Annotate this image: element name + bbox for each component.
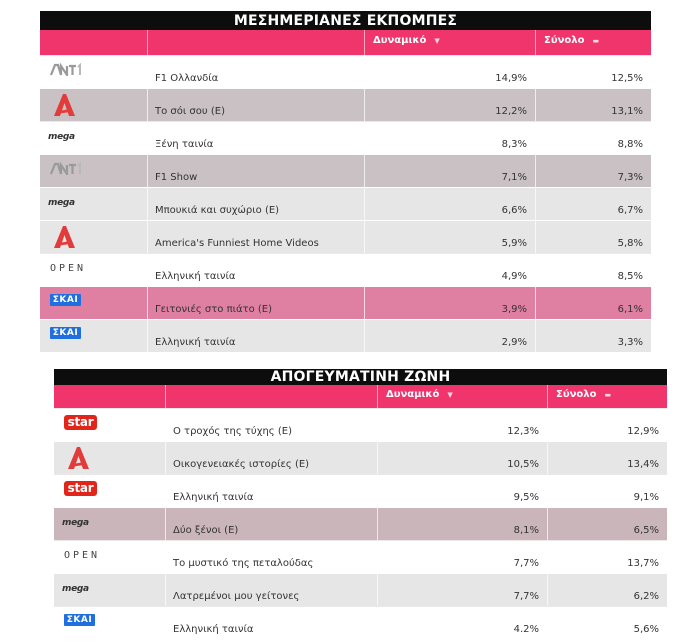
channel-cell bbox=[40, 287, 148, 319]
total-share-cell: 3,3% bbox=[617, 337, 643, 348]
program-cell: Δύο ξένοι (Ε) bbox=[166, 508, 378, 540]
table-row bbox=[54, 573, 667, 606]
total-share-cell: 12,9% bbox=[627, 426, 659, 437]
total-share-cell: 9,1% bbox=[633, 492, 659, 503]
mega-logo-icon: mega bbox=[62, 584, 89, 594]
dynamic-share-cell: 8,3% bbox=[365, 122, 536, 154]
skai-logo-icon: ΣΚΑΙ bbox=[64, 614, 95, 626]
dynamic-share-cell: 12,2% bbox=[365, 89, 536, 121]
dynamic-share-cell: 4,9% bbox=[365, 254, 536, 286]
table-row bbox=[40, 187, 651, 220]
ant1-logo-icon bbox=[49, 162, 83, 175]
header-program-col bbox=[166, 385, 378, 408]
total-share-cell: 6,2% bbox=[633, 591, 659, 602]
dynamic-share-cell: 5,9% bbox=[365, 221, 536, 253]
channel-cell bbox=[40, 188, 148, 220]
dynamic-share-cell: 3,9% bbox=[365, 287, 536, 319]
header-dynamic-col[interactable] bbox=[378, 385, 548, 408]
table-body bbox=[40, 55, 651, 352]
header-logo-col bbox=[54, 385, 166, 408]
program-cell: Ο τροχός της τύχης (Ε) bbox=[166, 409, 378, 441]
table-row bbox=[54, 540, 667, 573]
total-share-cell: 6,5% bbox=[633, 525, 659, 536]
program-cell: Ελληνική ταινία bbox=[148, 254, 365, 286]
channel-cell bbox=[54, 541, 166, 573]
table-title: ΜΕΣΗΜΕΡΙΑΝΕΣ ΕΚΠΟΜΠΕΣ bbox=[40, 11, 651, 30]
channel-cell bbox=[54, 574, 166, 606]
program-cell: Οικογενειακές ιστορίες (Ε) bbox=[166, 442, 378, 474]
table-row bbox=[40, 154, 651, 187]
program-cell: Μπουκιά και συχώριο (Ε) bbox=[148, 188, 365, 220]
header-logo-col bbox=[40, 30, 148, 55]
alpha-logo-icon bbox=[51, 92, 77, 118]
table-row bbox=[54, 408, 667, 441]
mega-logo-icon: mega bbox=[48, 132, 75, 142]
program-cell: America's Funniest Home Videos bbox=[148, 221, 365, 253]
table-row bbox=[40, 220, 651, 253]
table-row bbox=[54, 507, 667, 540]
program-cell: Ελληνική ταινία bbox=[166, 607, 378, 639]
total-share-cell: 13,4% bbox=[627, 459, 659, 470]
sort-down-icon[interactable]: ▼ bbox=[434, 36, 440, 45]
alpha-logo-icon bbox=[51, 224, 77, 250]
header-dynamic-label: Δυναμικό bbox=[373, 35, 427, 46]
table-row bbox=[54, 441, 667, 474]
channel-cell bbox=[54, 442, 166, 474]
dynamic-share-cell: 7,7% bbox=[378, 574, 548, 606]
table-row bbox=[40, 286, 651, 319]
ratings-table-midday bbox=[40, 11, 651, 352]
table-header bbox=[54, 385, 667, 408]
program-cell: Ξένη ταινία bbox=[148, 122, 365, 154]
skai-logo-icon: ΣΚΑΙ bbox=[50, 327, 81, 339]
dynamic-share-cell: 4.2% bbox=[378, 607, 548, 639]
open-logo-icon: OPEN bbox=[50, 263, 87, 274]
table-header bbox=[40, 30, 651, 55]
channel-cell bbox=[40, 122, 148, 154]
alpha-logo-icon bbox=[65, 445, 91, 471]
total-share-cell: 8,5% bbox=[617, 271, 643, 282]
channel-cell bbox=[40, 89, 148, 121]
table-row bbox=[40, 319, 651, 352]
table-row bbox=[54, 606, 667, 639]
table-row bbox=[40, 88, 651, 121]
dynamic-share-cell: 8,1% bbox=[378, 508, 548, 540]
sort-neutral-icon[interactable]: ▬ bbox=[604, 390, 612, 399]
channel-cell bbox=[40, 320, 148, 352]
channel-cell bbox=[40, 56, 148, 88]
total-share-cell: 5,6% bbox=[633, 624, 659, 635]
sort-neutral-icon[interactable]: ▬ bbox=[592, 36, 600, 45]
total-share-cell: 6,7% bbox=[617, 205, 643, 216]
dynamic-share-cell: 9,5% bbox=[378, 475, 548, 507]
mega-logo-icon: mega bbox=[48, 198, 75, 208]
star-logo-icon: star bbox=[64, 415, 97, 430]
program-cell: Ελληνική ταινία bbox=[148, 320, 365, 352]
channel-cell bbox=[54, 508, 166, 540]
header-total-label: Σύνολο bbox=[556, 389, 597, 400]
total-share-cell: 5,8% bbox=[617, 238, 643, 249]
table-row bbox=[40, 55, 651, 88]
dynamic-share-cell: 7,7% bbox=[378, 541, 548, 573]
dynamic-share-cell: 6,6% bbox=[365, 188, 536, 220]
channel-cell bbox=[54, 409, 166, 441]
table-body bbox=[54, 408, 667, 639]
dynamic-share-cell: 12,3% bbox=[378, 409, 548, 441]
open-logo-icon: OPEN bbox=[64, 550, 101, 561]
total-share-cell: 13,7% bbox=[627, 558, 659, 569]
channel-cell bbox=[40, 155, 148, 187]
header-total-col[interactable] bbox=[536, 30, 651, 55]
sort-down-icon[interactable]: ▼ bbox=[447, 390, 453, 399]
ant1-logo-icon bbox=[49, 63, 83, 76]
program-cell: Το σόι σου (Ε) bbox=[148, 89, 365, 121]
header-program-col bbox=[148, 30, 365, 55]
dynamic-share-cell: 2,9% bbox=[365, 320, 536, 352]
channel-cell bbox=[40, 221, 148, 253]
channel-cell bbox=[54, 475, 166, 507]
channel-cell bbox=[40, 254, 148, 286]
program-cell: Το μυστικό της πεταλούδας bbox=[166, 541, 378, 573]
header-dynamic-col[interactable] bbox=[365, 30, 536, 55]
table-title: ΑΠΟΓΕΥΜΑΤΙΝΗ ΖΩΝΗ bbox=[54, 369, 667, 385]
dynamic-share-cell: 14,9% bbox=[365, 56, 536, 88]
program-cell: F1 Show bbox=[148, 155, 365, 187]
total-share-cell: 7,3% bbox=[617, 172, 643, 183]
header-dynamic-label: Δυναμικό bbox=[386, 389, 440, 400]
dynamic-share-cell: 10,5% bbox=[378, 442, 548, 474]
table-row bbox=[54, 474, 667, 507]
header-total-label: Σύνολο bbox=[544, 35, 585, 46]
dynamic-share-cell: 7,1% bbox=[365, 155, 536, 187]
program-cell: F1 Ολλανδία bbox=[148, 56, 365, 88]
channel-cell bbox=[54, 607, 166, 639]
total-share-cell: 13,1% bbox=[611, 106, 643, 117]
skai-logo-icon: ΣΚΑΙ bbox=[50, 294, 81, 306]
program-cell: Λατρεμένοι μου γείτονες bbox=[166, 574, 378, 606]
header-total-col[interactable] bbox=[548, 385, 667, 408]
total-share-cell: 6,1% bbox=[617, 304, 643, 315]
program-cell: Ελληνική ταινία bbox=[166, 475, 378, 507]
star-logo-icon: star bbox=[64, 481, 97, 496]
total-share-cell: 8,8% bbox=[617, 139, 643, 150]
table-row bbox=[40, 121, 651, 154]
total-share-cell: 12,5% bbox=[611, 73, 643, 84]
ratings-table-afternoon bbox=[54, 369, 667, 639]
table-row bbox=[40, 253, 651, 286]
program-cell: Γειτονιές στο πιάτο (Ε) bbox=[148, 287, 365, 319]
mega-logo-icon: mega bbox=[62, 518, 89, 528]
